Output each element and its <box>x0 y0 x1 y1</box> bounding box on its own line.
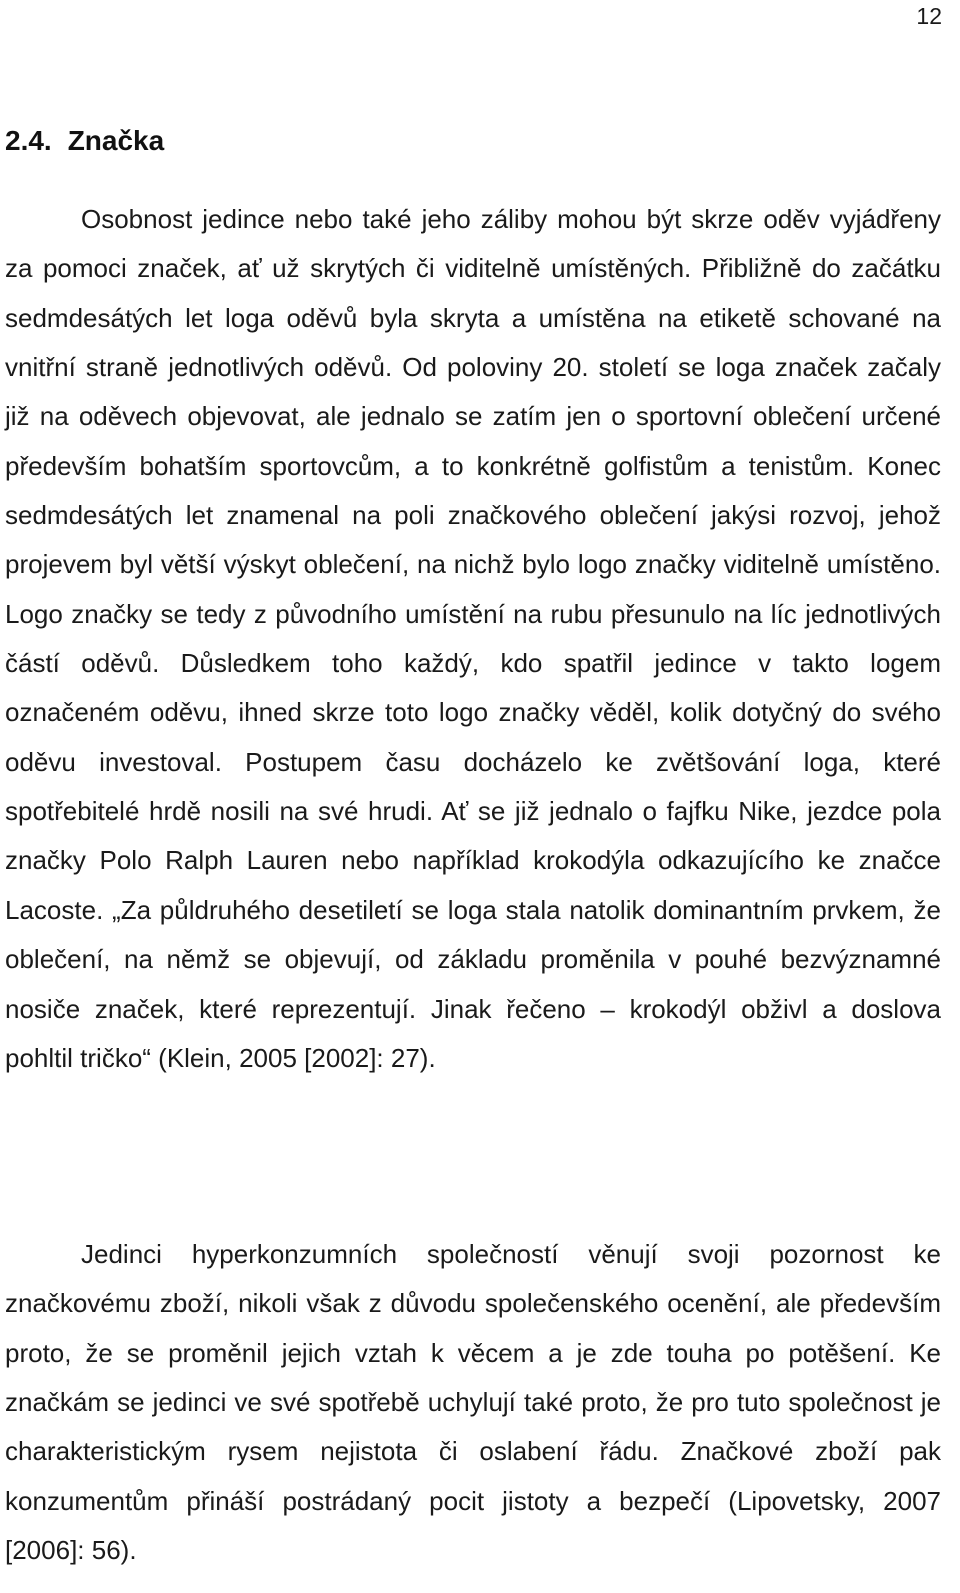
section-heading <box>5 121 164 161</box>
section-number: 2.4. <box>5 125 52 156</box>
section-title: Značka <box>67 125 165 156</box>
page-number: 12 <box>916 3 942 29</box>
paragraph-hyperconsumption: Jedinci hyperkonzumních společností věnují svoji pozornost ke značkovému zboží, nikoli však z důvodu společenského ocenění, ale především proto, že se proměnil jejich vztah k věcem a je zde touha po potěšení. Ke značkám se jedinci ve své spotřebě uchylují také proto, že pro tuto společnost je charakteristickým rysem nejistota či oslabení řádu. Značkové zboží pak konzumentům přináší postrádaný pocit jistoty a bezpečí (Lipovetsky, 2007 [2006]: 56). <box>5 1239 941 1566</box>
paragraph-brand-logos: Osobnost jedince nebo také jeho záliby mohou být skrze oděv vyjádřeny za pomoci značek, ať už skrytých či viditelně umístěných. Přibližně do začátku sedmdesátých let loga oděvů byla skryta a umístěna na etiketě schované na vnitřní straně jednotlivých oděvů. Od poloviny 20. století se loga značek začaly již na oděvech objevovat, ale jednalo se zatím jen o sportovní oblečení určené především bohatším sportovcům, a to konkrétně golfistům a tenistům. Konec sedmdesátých let znamenal na poli značkového oblečení jakýsi rozvoj, jehož projevem byl větší výskyt oblečení, na nichž bylo logo značky viditelně umístěno. Logo značky se tedy z původního umístění na rubu přesunulo na líc jednotlivých částí oděvů. Důsledkem toho každý, kdo spatřil jedince v takto logem označeném oděvu, ihned skrze toto logo značky věděl, kolik dotyčný do svého oděvu investoval. Postupem času docházelo ke zvětšování loga, které spotřebitelé hrdě nosili na své hrudi. Ať se již jednalo o fajfku Nike, jezdce pola značky Polo Ralph Lauren nebo například krokodýla odkazujícího ke značce Lacoste. „Za půldruhého desetiletí se loga stala natolik dominantním prvkem, že oblečení, na němž se objevují, od základu proměnila v pouhé bezvýznamné nosiče značek, které reprezentují. Jinak řečeno – krokodýl obživl a doslova pohltil tričko“ (Klein, 2005 [2002]: 27). <box>5 204 941 1073</box>
